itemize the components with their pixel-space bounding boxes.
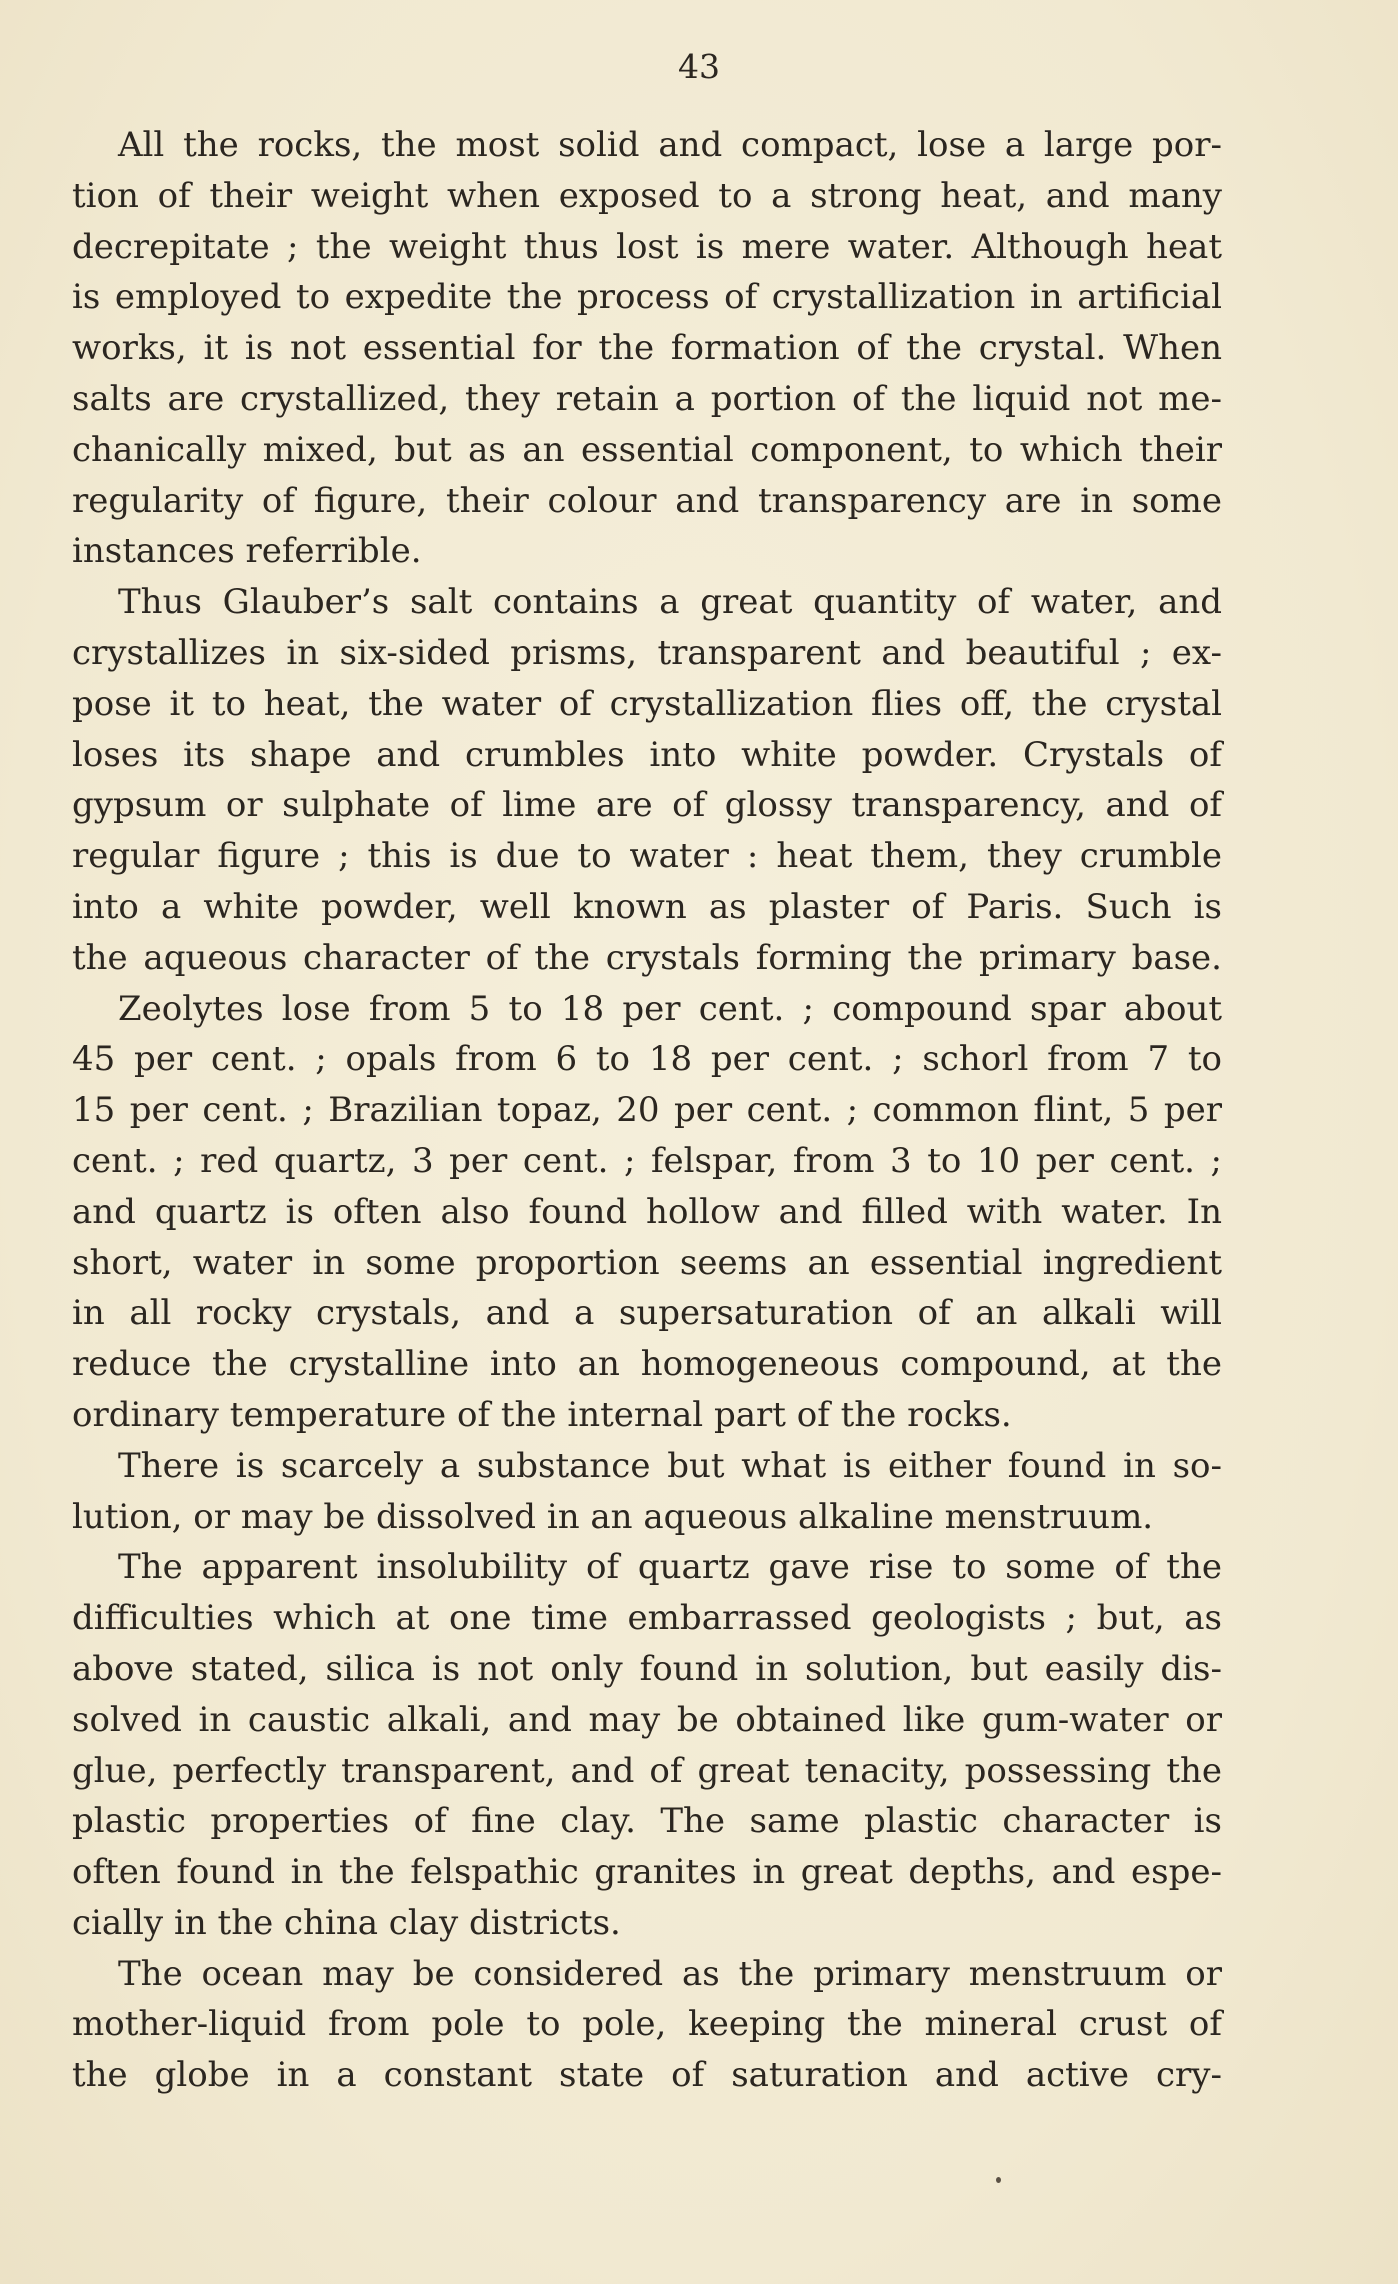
text-line: often found in the felspathic granites in great depths, and espe-: [72, 1852, 1222, 1893]
text-line: reduce the crystalline into an homogeneous compound, at the: [72, 1344, 1222, 1385]
text-line: 15 per cent. ; Brazilian topaz, 20 per cent. ; common flint, 5 per: [72, 1090, 1222, 1131]
text-line: The ocean may be considered as the primary menstruum or: [118, 1953, 1222, 1994]
text-line: works, it is not essential for the formation of the crystal. When: [72, 328, 1222, 369]
ink-speck: [996, 2177, 1001, 2183]
text-line: mother-liquid from pole to pole, keeping the mineral crust of: [72, 2004, 1222, 2045]
text-line: the aqueous character of the crystals forming the primary base.: [72, 937, 1222, 978]
text-line: cent. ; red quartz, 3 per cent. ; felspar, from 3 to 10 per cent. ;: [72, 1140, 1222, 1181]
text-line: tion of their weight when exposed to a strong heat, and many: [72, 175, 1222, 216]
text-line: glue, perfectly transparent, and of great tenacity, possessing the: [72, 1750, 1222, 1791]
text-line: cially in the china clay districts.: [72, 1902, 621, 1943]
text-line: the globe in a constant state of saturation and active cry-: [72, 2055, 1222, 2096]
text-line: regular figure ; this is due to water : heat them, they crumble: [72, 836, 1222, 877]
text-line: difficulties which at one time embarrassed geologists ; but, as: [72, 1598, 1222, 1639]
text-line: and quartz is often also found hollow and filled with water. In: [72, 1191, 1222, 1232]
text-line: crystallizes in six-sided prisms, transparent and beautiful ; ex-: [72, 632, 1222, 673]
body-text: [72, 120, 1222, 2101]
text-line: lution, or may be dissolved in an aqueous alkaline menstruum.: [72, 1496, 1154, 1537]
text-line: loses its shape and crumbles into white powder. Crystals of: [72, 734, 1222, 775]
page-number: 43: [678, 47, 720, 86]
text-line: chanically mixed, but as an essential component, to which their: [72, 429, 1222, 470]
text-line: There is scarcely a substance but what is either found in so-: [118, 1445, 1222, 1486]
text-line: pose it to heat, the water of crystallization flies off, the crystal: [72, 683, 1222, 724]
text-line: solved in caustic alkali, and may be obtained like gum-water or: [72, 1699, 1222, 1740]
text-line: gypsum or sulphate of lime are of glossy transparency, and of: [72, 785, 1222, 826]
text-line: 45 per cent. ; opals from 6 to 18 per cent. ; schorl from 7 to: [72, 1039, 1222, 1080]
text-line: All the rocks, the most solid and compact, lose a large por-: [118, 125, 1222, 165]
text-line: short, water in some proportion seems an essential ingredient: [72, 1242, 1222, 1283]
text-line: salts are crystallized, they retain a portion of the liquid not me-: [72, 378, 1222, 419]
text-line: The apparent insolubility of quartz gave rise to some of the: [118, 1547, 1222, 1588]
text-line: into a white powder, well known as plaster of Paris. Such is: [72, 886, 1222, 927]
text-line: decrepitate ; the weight thus lost is mere water. Although heat: [72, 226, 1222, 267]
text-line: in all rocky crystals, and a supersaturation of an alkali will: [72, 1293, 1222, 1334]
text-line: instances referrible.: [72, 531, 422, 572]
text-line: Zeolytes lose from 5 to 18 per cent. ; compound spar about: [118, 988, 1222, 1029]
text-line: Thus Glauber’s salt contains a great quantity of water, and: [118, 582, 1222, 623]
text-line: ordinary temperature of the internal part of the rocks.: [72, 1394, 1012, 1435]
text-line: is employed to expedite the process of crystallization in artificial: [72, 277, 1222, 318]
text-line: above stated, silica is not only found in solution, but easily dis-: [72, 1648, 1222, 1689]
text-line: plastic properties of fine clay. The same plastic character is: [72, 1801, 1222, 1842]
text-line: regularity of figure, their colour and transparency are in some: [72, 480, 1222, 521]
